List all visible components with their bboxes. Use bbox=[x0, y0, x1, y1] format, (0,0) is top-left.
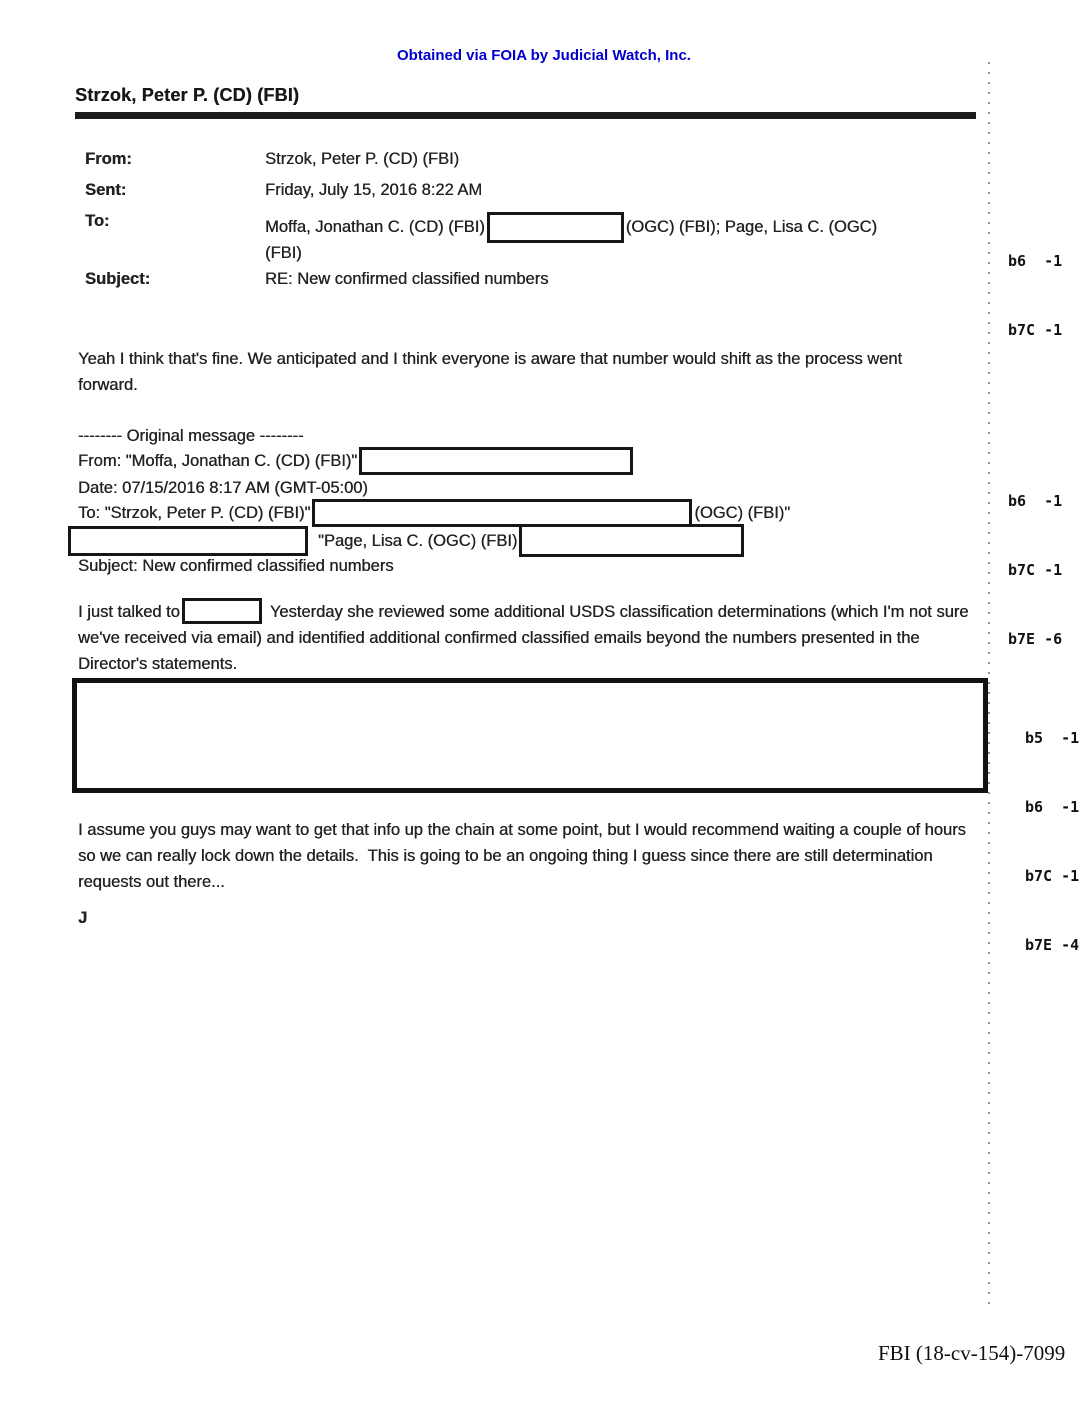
exemption-code: b5 -1 bbox=[1025, 729, 1080, 747]
exemption-code: b7C -1 bbox=[1025, 867, 1080, 885]
redaction-box bbox=[68, 526, 308, 556]
para2-before-redaction: I just talked to bbox=[78, 603, 180, 621]
exemption-code: b7E -4 bbox=[1025, 936, 1080, 954]
bates-number: FBI (18-cv-154)-7099 bbox=[878, 1341, 1066, 1365]
reply-paragraph: Yeah I think that's fine. We anticipated and I think everyone is aware that number would shift as the process went forward. bbox=[78, 350, 903, 394]
to-value-before-redaction: Moffa, Jonathan C. (CD) (FBI) bbox=[265, 218, 485, 236]
exemption-codes-block-1 bbox=[1008, 204, 1062, 388]
exemption-codes-block-3 bbox=[1025, 681, 1079, 1003]
original-message-divider: -------- Original message -------- bbox=[78, 427, 304, 445]
subject-value: RE: New confirmed classified numbers bbox=[265, 270, 549, 288]
redaction-box bbox=[519, 524, 744, 557]
large-redaction-box bbox=[72, 678, 988, 793]
to-value bbox=[265, 212, 877, 243]
original-to-line bbox=[78, 499, 790, 527]
sent-label: Sent: bbox=[85, 181, 127, 199]
redaction-box bbox=[359, 447, 633, 475]
redaction-box bbox=[312, 499, 692, 527]
exemption-code: b6 -1 bbox=[1008, 252, 1063, 270]
original-from-line bbox=[78, 447, 633, 475]
signature-initial: J bbox=[78, 909, 88, 927]
page-title: Strzok, Peter P. (CD) (FBI) bbox=[75, 85, 300, 105]
exemption-code: b7C -1 bbox=[1008, 561, 1063, 579]
original-subject-line: Subject: New confirmed classified numbers bbox=[78, 557, 394, 575]
redaction-box bbox=[182, 598, 262, 624]
subject-label: Subject: bbox=[85, 270, 151, 288]
exemption-codes-block-2 bbox=[1008, 444, 1062, 697]
exemption-code: b6 -1 bbox=[1025, 798, 1080, 816]
to-value-line2: (FBI) bbox=[265, 244, 302, 262]
original-from-text: From: "Moffa, Jonathan C. (CD) (FBI)" bbox=[78, 452, 358, 470]
body-paragraph-2 bbox=[78, 598, 978, 677]
redaction-box bbox=[487, 212, 624, 243]
exemption-code: b7E -6 bbox=[1008, 630, 1063, 648]
from-label: From: bbox=[85, 150, 132, 168]
body-paragraph-3: I assume you guys may want to get that info up the chain at some point, but I would recommend waiting a couple of hours so we can really lock down the details. This is going to be an ongoing thing I guess since there are still determination requests out there... bbox=[78, 821, 966, 891]
foia-watermark: Obtained via FOIA by Judicial Watch, Inc. bbox=[397, 47, 691, 64]
page-fold-dotted-line bbox=[988, 62, 990, 1308]
sent-value: Friday, July 15, 2016 8:22 AM bbox=[265, 181, 483, 199]
exemption-code: b6 -1 bbox=[1008, 492, 1063, 510]
from-value: Strzok, Peter P. (CD) (FBI) bbox=[265, 150, 460, 168]
original-date-line: Date: 07/15/2016 8:17 AM (GMT-05:00) bbox=[78, 479, 368, 497]
para2-after-redaction: Yesterday she reviewed some additional USDS classification determinations (which I'm not sure we've received via email) and identified additional confirmed classified emails beyond the numbers presented in the Director's statements. bbox=[78, 603, 969, 673]
to-label: To: bbox=[85, 212, 110, 230]
exemption-code: b7C -1 bbox=[1008, 321, 1063, 339]
title-divider-rule bbox=[75, 112, 976, 119]
original-to-text: To: "Strzok, Peter P. (CD) (FBI)" bbox=[78, 504, 311, 522]
original-to-suffix: (OGC) (FBI)" bbox=[694, 504, 791, 522]
to-value-after-redaction: (OGC) (FBI); Page, Lisa C. (OGC) bbox=[625, 218, 877, 236]
original-to-line2-text: "Page, Lisa C. (OGC) (FBI) bbox=[318, 531, 518, 550]
